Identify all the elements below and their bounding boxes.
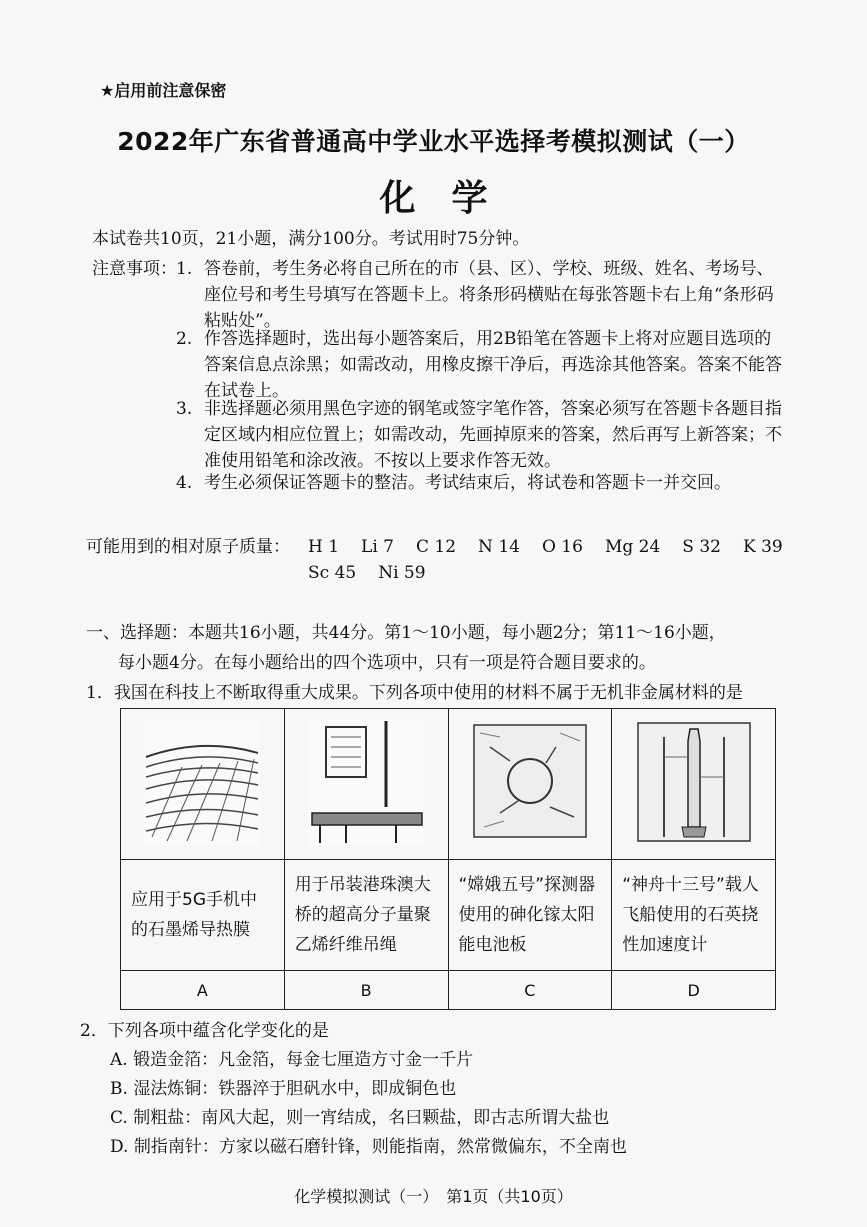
confidential-mark: ★启用前注意保密 [100, 81, 227, 100]
section-instructions: 每小题4分。在每小题给出的四个选项中，只有一项是符合题目要求的。 [118, 653, 656, 673]
note-text: 作答选择题时，选出每小题答案后，用2B铅笔在答题卡上将对应题目选项的答案信息点涂黑；如需改动，用橡皮擦干净后，再选涂其他答案。答案不能答在试卷上。 [204, 329, 782, 401]
note-item-3 [176, 396, 786, 474]
atomic-mass-item: Mg 24 [604, 537, 661, 557]
atomic-mass-item: Sc 45 [308, 563, 357, 583]
rocket-launch-image [634, 717, 754, 847]
option-c-image [448, 709, 612, 860]
atomic-masses-label: 可能用到的相对原子质量： [86, 537, 290, 557]
option-a-letter: A [121, 971, 285, 1010]
question-2-option-c [110, 1105, 790, 1131]
option-d-letter: D [612, 971, 776, 1010]
atomic-mass-item: Li 7 [361, 537, 394, 557]
atomic-mass-item: K 39 [742, 537, 783, 557]
option-a-description: 应用于5G手机中的石墨烯导热膜 [121, 860, 285, 971]
note-number: 4. [176, 473, 193, 493]
question-1-stem: 1．我国在科技上不断取得重大成果。下列各项中使用的材料不属于无机非金属材料的是 [86, 683, 743, 703]
option-text: 制指南针：方家以磁石磨针锋，则能指南，然常微偏东，不全南也 [133, 1137, 627, 1157]
note-text: 答卷前，考生务必将自己所在的市（县、区）、学校、班级、姓名、考场号、座位号和考生号填写在答题卡上。将条形码横贴在每张答题卡右上角“条形码粘贴处”。 [204, 259, 774, 331]
subject-title: 化学 [379, 178, 524, 219]
graphene-field-image [142, 717, 262, 847]
option-text: 制粗盐：南风大起，则一宵结成，名曰颗盐，即古志所谓大盐也 [133, 1108, 610, 1128]
note-number: 1. [176, 259, 193, 279]
atomic-mass-item: C 12 [416, 537, 457, 557]
option-b-image [284, 709, 448, 860]
page-footer: 化学模拟测试（一） 第1页（共10页） [294, 1187, 573, 1206]
option-d-description: “神舟十三号”载人飞船使用的石英挠性加速度计 [612, 860, 776, 971]
atomic-mass-item: O 16 [541, 537, 583, 557]
note-text: 非选择题必须用黑色字迹的钢笔或签字笔作答，答案必须写在答题卡各题目指定区域内相应位置上；如需改动，先画掉原来的答案，然后再写上新答案；不准使用铅笔和涂改液。不按以上要求作答无效。 [204, 399, 782, 471]
option-label: C. [110, 1108, 128, 1128]
atomic-masses-list [308, 534, 788, 586]
section-heading: 一、选择题：本题共16小题，共44分。第1～10小题，每小题2分；第11～16小题， [86, 623, 726, 643]
option-a-image [121, 709, 285, 860]
question-2-option-a [110, 1047, 790, 1073]
lunar-probe-image [470, 717, 590, 847]
atomic-mass-item: Ni 59 [378, 563, 426, 583]
option-text: 湿法炼铜：铁器淬于胆矾水中，即成铜色也 [133, 1079, 457, 1099]
note-item-2 [176, 326, 786, 404]
notes-label: 注意事项： [92, 259, 177, 279]
question-2-option-b [110, 1076, 790, 1102]
option-c-description: “嫦娥五号”探测器使用的砷化镓太阳能电池板 [448, 860, 612, 971]
question-2-option-d [110, 1134, 790, 1160]
option-b-description: 用于吊装港珠澳大桥的超高分子量聚乙烯纤维吊绳 [284, 860, 448, 971]
option-label: B. [110, 1079, 128, 1099]
question-2-stem: 2．下列各项中蕴含化学变化的是 [80, 1021, 329, 1041]
note-text: 考生必须保证答题卡的整洁。考试结束后，将试卷和答题卡一并交回。 [204, 473, 731, 493]
option-label: A. [110, 1050, 128, 1070]
atomic-mass-item: H 1 [308, 537, 340, 557]
note-item-4 [176, 470, 786, 496]
option-text: 锻造金箔：凡金箔，每金七厘造方寸金一千片 [133, 1050, 474, 1070]
question-1-options-table [120, 708, 776, 1010]
bridge-crane-image [306, 717, 426, 847]
atomic-mass-item: N 14 [478, 537, 520, 557]
note-item-1 [176, 256, 786, 334]
exam-title: 2022年广东省普通高中学业水平选择考模拟测试（一） [117, 127, 750, 156]
option-c-letter: C [448, 971, 612, 1010]
atomic-mass-item: S 32 [682, 537, 721, 557]
note-number: 3. [176, 399, 193, 419]
option-label: D. [110, 1137, 129, 1157]
exam-intro: 本试卷共10页，21小题，满分100分。考试用时75分钟。 [92, 229, 530, 249]
note-number: 2. [176, 329, 193, 349]
option-d-image [612, 709, 776, 860]
option-b-letter: B [284, 971, 448, 1010]
